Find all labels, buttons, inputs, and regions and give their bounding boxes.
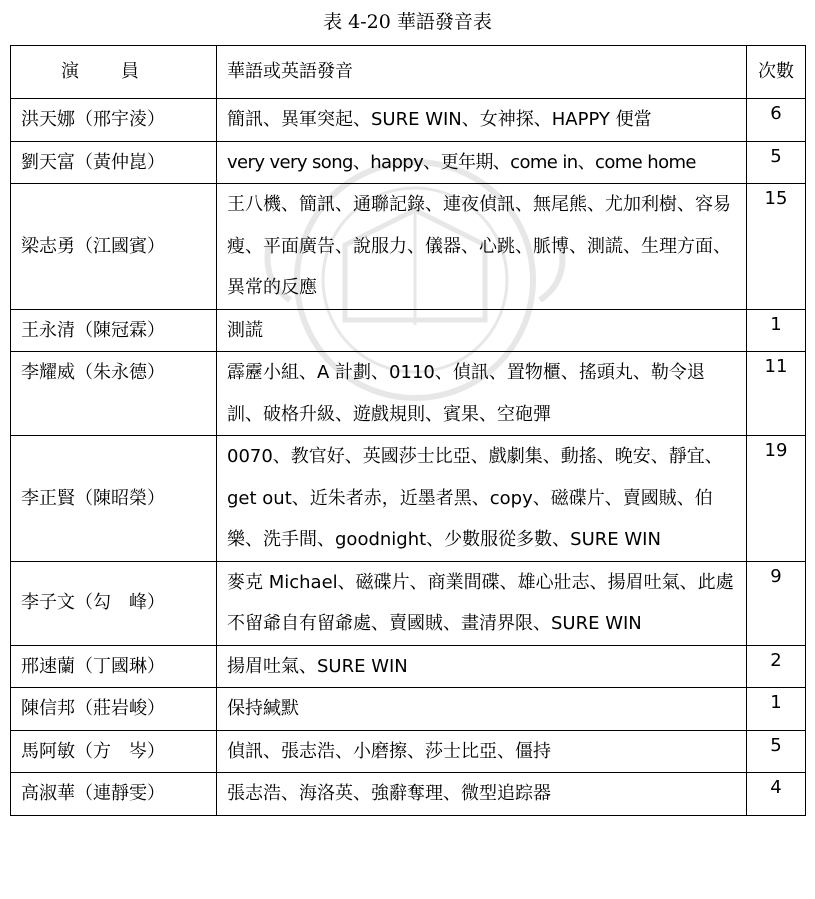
count-cell: 5 <box>747 141 806 184</box>
table-row <box>11 561 806 645</box>
words-cell: 保持緘默 <box>217 688 747 731</box>
header-words: 華語或英語發音 <box>217 46 747 99</box>
actor-cell: 洪天娜（邢宇淩） <box>11 99 217 142</box>
count-cell: 6 <box>747 99 806 142</box>
words-cell: 測謊 <box>217 309 747 352</box>
header-count: 次數 <box>747 46 806 99</box>
actor-cell: 高淑華（連靜雯） <box>11 773 217 816</box>
actor-cell: 李子文（勾 峰） <box>11 561 217 645</box>
table-row <box>11 773 806 816</box>
count-cell: 11 <box>747 352 806 436</box>
table-row <box>11 688 806 731</box>
table-caption: 表 4-20 華語發音表 <box>323 11 492 33</box>
count-cell: 4 <box>747 773 806 816</box>
words-cell: 揚眉吐氣、SURE WIN <box>217 645 747 688</box>
words-cell: 簡訊、異軍突起、SURE WIN、女神探、HAPPY 便當 <box>217 99 747 142</box>
count-cell: 9 <box>747 561 806 645</box>
actor-cell: 李正賢（陳昭榮） <box>11 436 217 562</box>
count-cell: 2 <box>747 645 806 688</box>
actor-cell: 馬阿敏（方 岑） <box>11 730 217 773</box>
table-row <box>11 184 806 310</box>
header-actor: 演 員 <box>11 46 217 99</box>
words-cell: 霹靂小組、A 計劃、0110、偵訊、置物櫃、搖頭丸、勒令退訓、破格升級、遊戲規則、賓果、空砲彈 <box>217 352 747 436</box>
words-cell: very very song、happy、更年期、come in、come home <box>217 141 747 184</box>
table-row <box>11 141 806 184</box>
pronunciation-table <box>10 45 806 816</box>
table-row <box>11 309 806 352</box>
words-cell: 王八機、簡訊、通聯記錄、連夜偵訊、無尾熊、尤加利樹、容易瘦、平面廣告、說服力、儀器、心跳、脈博、測謊、生理方面、異常的反應 <box>217 184 747 310</box>
words-cell: 麥克 Michael、磁碟片、商業間碟、雄心壯志、揚眉吐氣、此處不留爺自有留爺處、賣國賊、畫清界限、SURE WIN <box>217 561 747 645</box>
table-row <box>11 436 806 562</box>
header-row <box>11 46 806 99</box>
words-cell: 0070、教官好、英國莎士比亞、戲劇集、動搖、晚安、靜宜、get out、近朱者赤，近墨者黑、copy、磁碟片、賣國賊、伯樂、洗手間、goodnight、少數服從多數、SURE WIN <box>217 436 747 562</box>
count-cell: 1 <box>747 688 806 731</box>
count-cell: 5 <box>747 730 806 773</box>
actor-cell: 李耀威（朱永德） <box>11 352 217 436</box>
count-cell: 15 <box>747 184 806 310</box>
actor-cell: 陳信邦（莊岩峻） <box>11 688 217 731</box>
table-row <box>11 99 806 142</box>
actor-cell: 梁志勇（江國賓） <box>11 184 217 310</box>
count-cell: 1 <box>747 309 806 352</box>
words-cell: 偵訊、張志浩、小磨擦、莎士比亞、僵持 <box>217 730 747 773</box>
table-row <box>11 730 806 773</box>
words-cell: 張志浩、海洛英、強辭奪理、微型追踪器 <box>217 773 747 816</box>
actor-cell: 王永清（陳冠霖） <box>11 309 217 352</box>
actor-cell: 邢速蘭（丁國琳） <box>11 645 217 688</box>
table-row <box>11 352 806 436</box>
count-cell: 19 <box>747 436 806 562</box>
actor-cell: 劉天富（黃仲崑） <box>11 141 217 184</box>
table-row <box>11 645 806 688</box>
